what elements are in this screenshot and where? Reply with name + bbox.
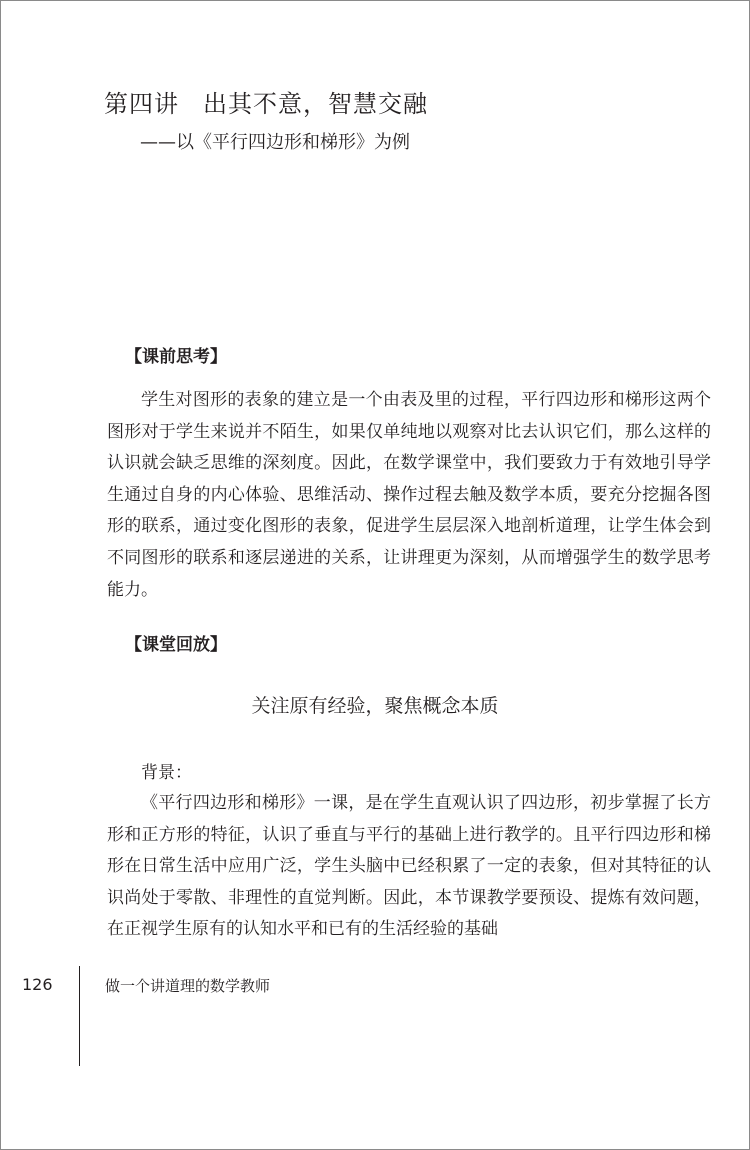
background-label: 背景： xyxy=(141,763,192,783)
section-heading-classroom-replay: 【课堂回放】 xyxy=(125,635,227,655)
section-heading-pre-class: 【课前思考】 xyxy=(125,347,227,367)
running-book-title: 做一个讲道理的数学教师 xyxy=(105,977,271,995)
chapter-subtitle: ——以《平行四边形和梯形》为例 xyxy=(140,132,410,153)
subsection-title: 关注原有经验，聚焦概念本质 xyxy=(251,695,499,717)
chapter-title-text: 出其不意，智慧交融 xyxy=(203,90,428,118)
footer-divider xyxy=(79,966,80,1066)
page-number: 126 xyxy=(22,975,53,994)
background-paragraph: 《平行四边形和梯形》一课，是在学生直观认识了四边形，初步掌握了长方形和正方形的特征，认识了垂直与平行的基础上进行教学的。且平行四边形和梯形在日常生活中应用广泛，学生头脑中已经积累了一定的表象，但对其特征的认识尚处于零散、非理性的直觉判断。因此，本节课教学要预设、提炼有效问题，在正视学生原有的认知水平和已有的生活经验的基础 xyxy=(107,793,711,940)
pre-class-paragraph: 学生对图形的表象的建立是一个由表及里的过程，平行四边形和梯形这两个图形对于学生来说并不陌生，如果仅单纯地以观察对比去认识它们，那么这样的认识就会缺乏思维的深刻度。因此，在数学课堂中，我们要致力于有效地引导学生通过自身的内心体验、思维活动、操作过程去触及数学本质，要充分挖掘各图形的联系，通过变化图形的表象，促进学生层层深入地剖析道理，让学生体会到不同图形的联系和逐层递进的关系，让讲理更为深刻，从而增强学生的数学思考能力。 xyxy=(107,390,711,600)
chapter-number: 第四讲 xyxy=(104,90,179,118)
chapter-title xyxy=(104,84,428,119)
